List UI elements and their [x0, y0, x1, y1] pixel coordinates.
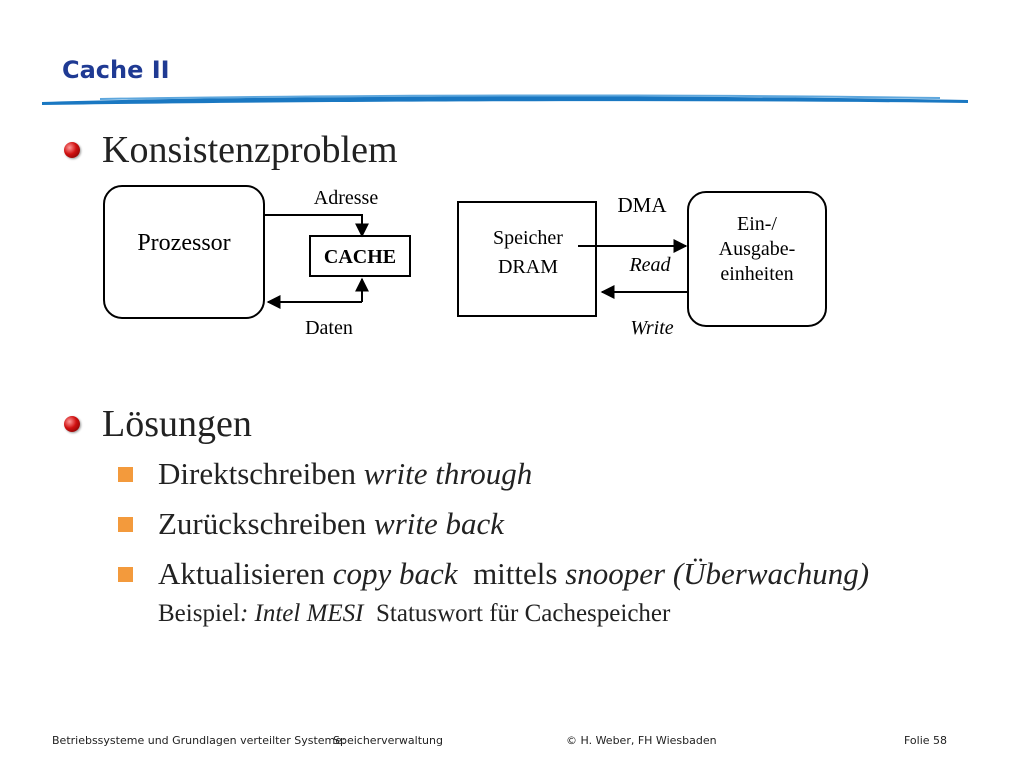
consistency-diagram [100, 180, 840, 350]
dma-label: DMA [617, 193, 667, 217]
solution-term-italic: copy back [332, 556, 458, 591]
solution-term: Direktschreiben [158, 456, 356, 491]
note-suffix: Statuswort für Cachespeicher [376, 600, 671, 627]
solution-term-italic: write back [374, 506, 505, 541]
solution-term-italic: write through [363, 456, 533, 491]
data-label: Daten [305, 317, 353, 339]
io-label-1: Ein-/ [737, 213, 777, 235]
bullet-text: Lösungen [102, 403, 252, 445]
processor-label: Prozessor [137, 230, 231, 256]
address-label: Adresse [313, 187, 379, 209]
footer-slide-number: Folie 58 [904, 734, 948, 747]
square-bullet-icon [118, 567, 133, 582]
read-label: Read [629, 254, 671, 276]
example-note [158, 600, 670, 628]
solution-text [158, 456, 532, 492]
bullet-ball-icon [64, 416, 80, 432]
write-label: Write [630, 317, 674, 339]
solution-term-italic-2: snooper (Überwachung) [565, 556, 870, 591]
note-colon: : [239, 600, 249, 627]
solution-term: Aktualisieren [158, 556, 326, 591]
note-italic: Intel MESI [254, 600, 364, 627]
footer-topic: Speicherverwaltung [333, 734, 443, 747]
footer-author: © H. Weber, FH Wiesbaden [566, 734, 717, 747]
slide-title: Cache II [62, 56, 170, 84]
solution-text [158, 506, 504, 542]
memory-label-1: Speicher [493, 227, 563, 249]
address-arrow [264, 215, 362, 236]
memory-label-2: DRAM [497, 256, 559, 278]
solution-middle: mittels [473, 556, 558, 591]
io-label-3: einheiten [720, 263, 794, 285]
square-bullet-icon [118, 467, 133, 482]
square-bullet-icon [118, 517, 133, 532]
solution-text [158, 556, 869, 592]
footer-course: Betriebssysteme und Grundlagen verteilter Systeme: [52, 734, 346, 747]
solution-term: Zurückschreiben [158, 506, 367, 541]
cache-label: CACHE [323, 246, 397, 268]
bullet-text: Konsistenzproblem [102, 129, 398, 171]
note-prefix: Beispiel [158, 600, 240, 627]
title-underline [40, 90, 970, 110]
io-label-2: Ausgabe- [718, 238, 796, 260]
bullet-ball-icon [64, 142, 80, 158]
